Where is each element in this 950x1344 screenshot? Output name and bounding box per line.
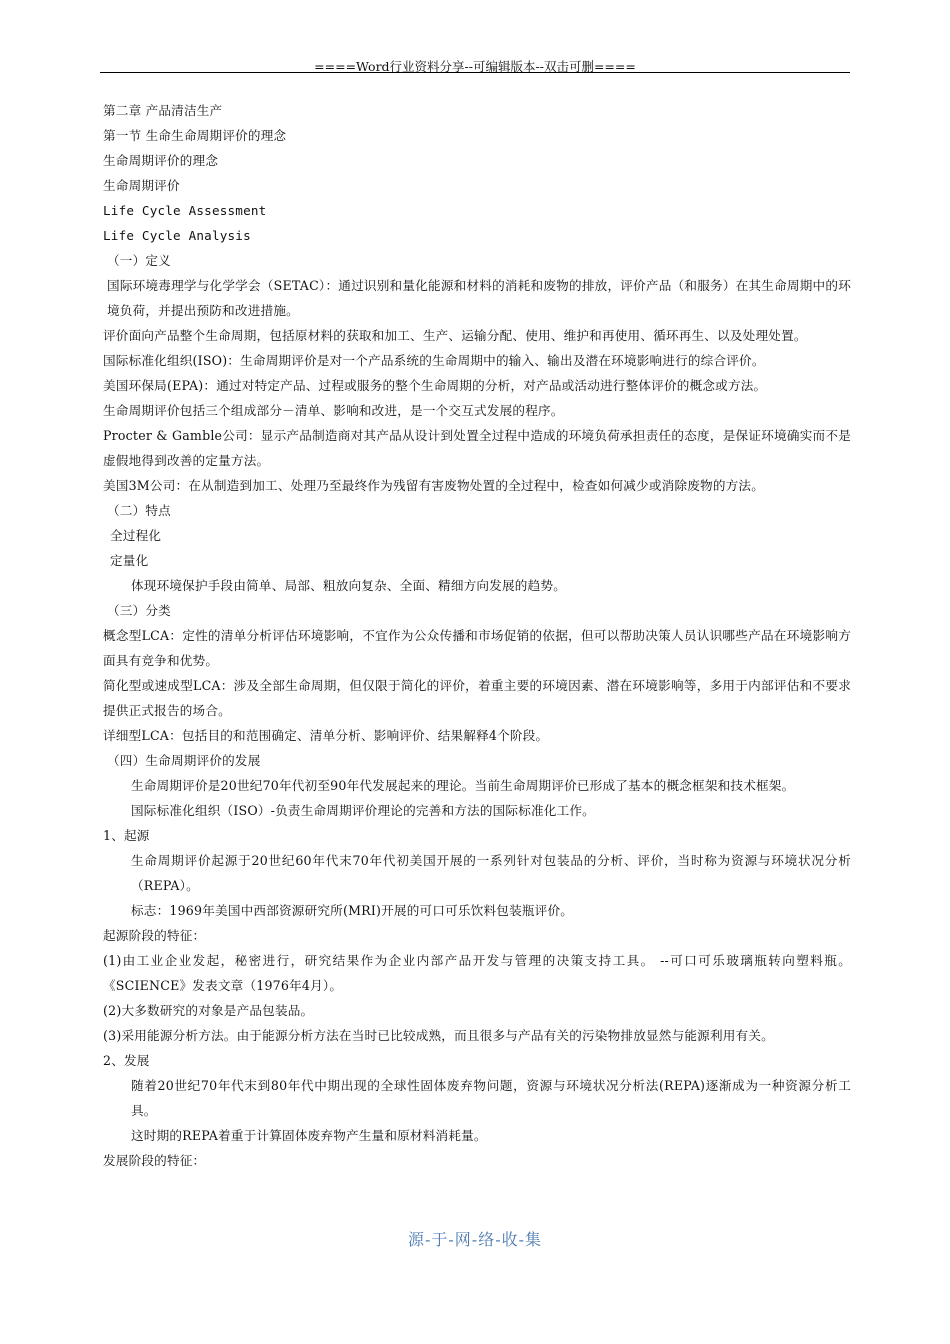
- text-line: Life Cycle Analysis: [103, 228, 251, 243]
- text-line: 生命周期评价的理念: [103, 153, 219, 168]
- paragraph: 简化型或速成型LCA：涉及全部生命周期，但仅限于简化的评价，着重主要的环境因素、潜在环境影响等，多用于内部评估和不要求提供正式报告的场合。: [103, 678, 851, 718]
- list-item: (1)由工业企业发起，秘密进行，研究结果作为企业内部产品开发与管理的决策支持工具。 --可口可乐玻璃瓶转向塑料瓶。《SCIENCE》发表文章（1976年4月）。: [103, 953, 851, 993]
- section-title: 第一节 生命生命周期评价的理念: [103, 128, 287, 143]
- paragraph: 起源阶段的特征：: [103, 928, 206, 943]
- paragraph: 评价面向产品整个生命周期，包括原材料的获取和加工、生产、运输分配、使用、维护和再使用、循环再生、以及处理处置。: [103, 328, 807, 343]
- paragraph: 详细型LCA：包括目的和范围确定、清单分析、影响评价、结果解释4个阶段。: [103, 728, 549, 743]
- paragraph: 美国3M公司：在从制造到加工、处理乃至最终作为残留有害废物处置的全过程中，检查如何减少或消除废物的方法。: [103, 478, 764, 493]
- subsection-heading: （一）定义: [107, 253, 171, 268]
- page-footer: 源-于-网-络-收-集: [407, 1230, 543, 1249]
- paragraph: 这时期的REPA着重于计算固体废弃物产生量和原材料消耗量。: [131, 1128, 487, 1143]
- paragraph: 发展阶段的特征：: [103, 1153, 206, 1168]
- list-item: 定量化: [110, 553, 149, 568]
- list-item: (2)大多数研究的对象是产品包装品。: [103, 1003, 314, 1018]
- paragraph: 随着20世纪70年代末到80年代中期出现的全球性固体废弃物问题，资源与环境状况分析法(REPA)逐渐成为一种资源分析工具。: [131, 1078, 851, 1118]
- list-item: 全过程化: [110, 528, 162, 543]
- subsection-heading: （三）分类: [107, 603, 171, 618]
- document-body: [103, 98, 851, 1173]
- chapter-title: 第二章 产品清洁生产: [103, 103, 223, 118]
- text-line: 生命周期评价: [103, 178, 180, 193]
- paragraph: 国际环境毒理学与化学学会（SETAC）：通过识别和量化能源和材料的消耗和废物的排放，评价产品（和服务）在其生命周期中的环境负荷，并提出预防和改进措施。: [107, 278, 851, 318]
- subsection-heading: （二）特点: [107, 503, 171, 518]
- subsection-heading: 1、起源: [103, 828, 150, 843]
- text-line: Life Cycle Assessment: [103, 203, 267, 218]
- paragraph: 美国环保局(EPA)：通过对特定产品、过程或服务的整个生命周期的分析，对产品或活动进行整体评价的概念或方法。: [103, 378, 767, 393]
- header-divider: [100, 72, 850, 73]
- paragraph: Procter & Gamble公司：显示产品制造商对其产品从设计到处置全过程中造成的环境负荷承担责任的态度，是保证环境确实而不是虚假地得到改善的定量方法。: [103, 428, 851, 468]
- paragraph: 生命周期评价起源于20世纪60年代末70年代初美国开展的一系列针对包装品的分析、评价，当时称为资源与环境状况分析（REPA）。: [131, 853, 851, 893]
- subsection-heading: （四）生命周期评价的发展: [107, 753, 261, 768]
- paragraph: 体现环境保护手段由简单、局部、粗放向复杂、全面、精细方向发展的趋势。: [131, 578, 566, 593]
- paragraph: 生命周期评价包括三个组成部分－清单、影响和改进，是一个交互式发展的程序。: [103, 403, 564, 418]
- paragraph: 概念型LCA：定性的清单分析评估环境影响，不宜作为公众传播和市场促销的依据，但可以帮助决策人员认识哪些产品在环境影响方面具有竞争和优势。: [103, 628, 851, 668]
- list-item: (3)采用能源分析方法。由于能源分析方法在当时已比较成熟，而且很多与产品有关的污染物排放显然与能源利用有关。: [103, 1028, 774, 1043]
- paragraph: 国际标准化组织(ISO)：生命周期评价是对一个产品系统的生命周期中的输入、输出及潜在环境影响进行的综合评价。: [103, 353, 765, 368]
- paragraph: 生命周期评价是20世纪70年代初至90年代发展起来的理论。当前生命周期评价已形成了基本的概念框架和技术框架。: [131, 778, 795, 793]
- page-header: ====Word行业资料分享--可编辑版本--双击可删====: [314, 59, 636, 74]
- paragraph: 国际标准化组织（ISO）-负责生命周期评价理论的完善和方法的国际标准化工作。: [131, 803, 595, 818]
- paragraph: 标志：1969年美国中西部资源研究所(MRI)开展的可口可乐饮料包装瓶评价。: [131, 903, 574, 918]
- subsection-heading: 2、发展: [103, 1053, 150, 1068]
